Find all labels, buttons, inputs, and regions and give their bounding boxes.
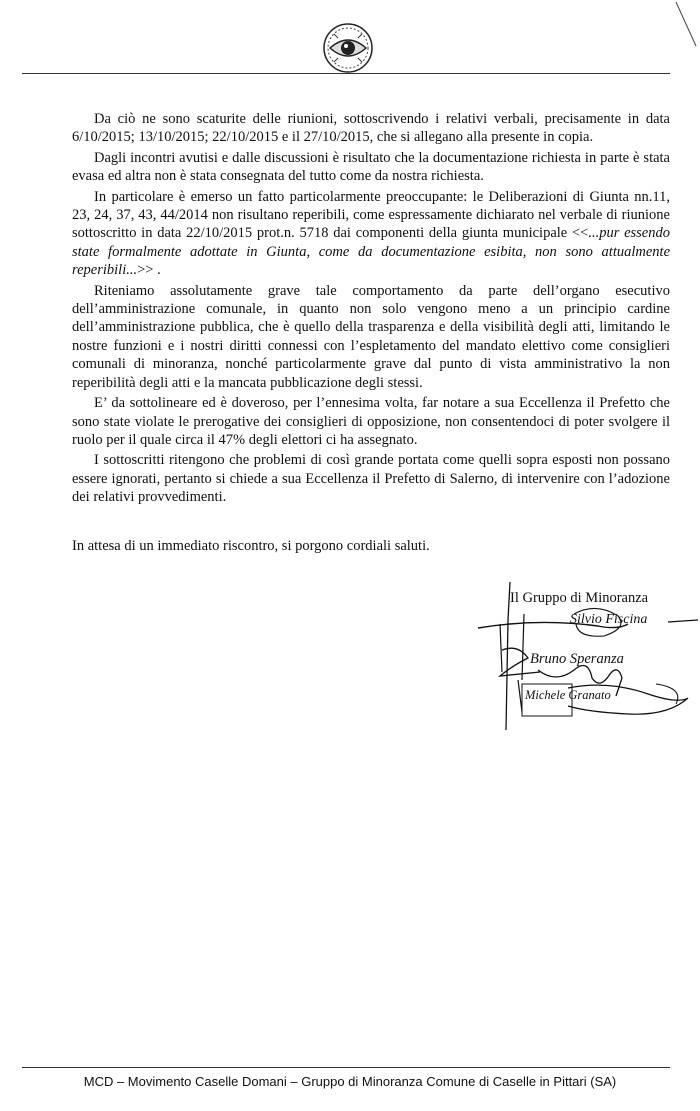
- signature-block: [478, 580, 700, 730]
- footer-divider: [22, 1067, 670, 1068]
- paragraph-prefect: E’ da sottolineare ed è doveroso, per l’ennesima volta, far notare a sua Eccellenza il Prefetto che sono state violate le prerogative dei consiglieri di opposizione, non consentendoci di poter svolgere il ruolo per il quale circa il 47% degli elettori ci ha assegnato.: [72, 395, 670, 448]
- signature-name-3: Michele Granato: [525, 688, 611, 702]
- footer-text: MCD – Movimento Caselle Domani – Gruppo di Minoranza Comune di Caselle in Pittari (SA): [83, 1074, 617, 1089]
- deliberations-lead: In particolare è emerso un fatto particolarmente preoccupante: le Deliberazioni di Giunta nn.11, 23, 24, 37, 43, 44/2014 non risultano reperibili, come espressamente dichiarato nel verbale di riunione sottoscritto in data 22/10/2015 prot.n. 5718 dai componenti della giunta municipale <<: [72, 188, 670, 242]
- paragraph-deliberations: [72, 188, 670, 280]
- paragraph-request: I sottoscritti ritengono che problemi di così grande portata come quelli sopra esposti non possano essere ignorati, pertanto si chiede a sua Eccellenza il Prefetto di Salerno, di intervenire con l’adozione dei relativi provvedimenti.: [72, 452, 670, 506]
- closing-line: In attesa di un immediato riscontro, si porgono cordiali saluti.: [72, 538, 430, 554]
- signature-name-2: Bruno Speranza: [530, 651, 624, 667]
- corner-pen-mark: [672, 0, 700, 50]
- paragraph-documentation: Dagli incontri avutisi e dalle discussioni è risultato che la documentazione richiesta in parte è stata evasa ed altra non è stata consegnata del tutto come da nostra richiesta.: [72, 149, 670, 185]
- signature-title: Il Gruppo di Minoranza: [510, 590, 649, 606]
- deliberations-quote: ...pur essendo state formalmente adottate in Giunta, come da documentazione esibita, non sono attualmente reperibili...: [72, 225, 670, 279]
- paragraph-complaint: Riteniamo assolutamente grave tale comportamento da parte dell’organo esecutivo dell’amministrazione comunale, in quanto non solo vengono meno a un principio cardine dell’amministrazione pubblica, che è quello della trasparenza e della visibilità degli atti, limitando le nostre funzioni e i nostri diritti connessi con l’espletamento del mandato elettivo come consiglieri comunali di minoranza, nonché particolarmente grave dal punto di vista amministrativo la non reperibilità degli atti e la mancata pubblicazione degli stessi.: [72, 282, 670, 391]
- signature-name-1: Silvio Fiscina: [570, 612, 648, 627]
- logo-emblem-icon: [320, 20, 376, 76]
- header-divider: [22, 73, 670, 74]
- deliberations-tail: >> .: [137, 262, 161, 279]
- paragraph-meetings: Da ciò ne sono scaturite delle riunioni, sottoscrivendo i relativi verbali, precisamente in data 6/10/2015; 13/10/2015; 22/10/2015 e il 27/10/2015, che si allegano alla presente in copia.: [72, 111, 670, 146]
- letter-body: [72, 110, 670, 509]
